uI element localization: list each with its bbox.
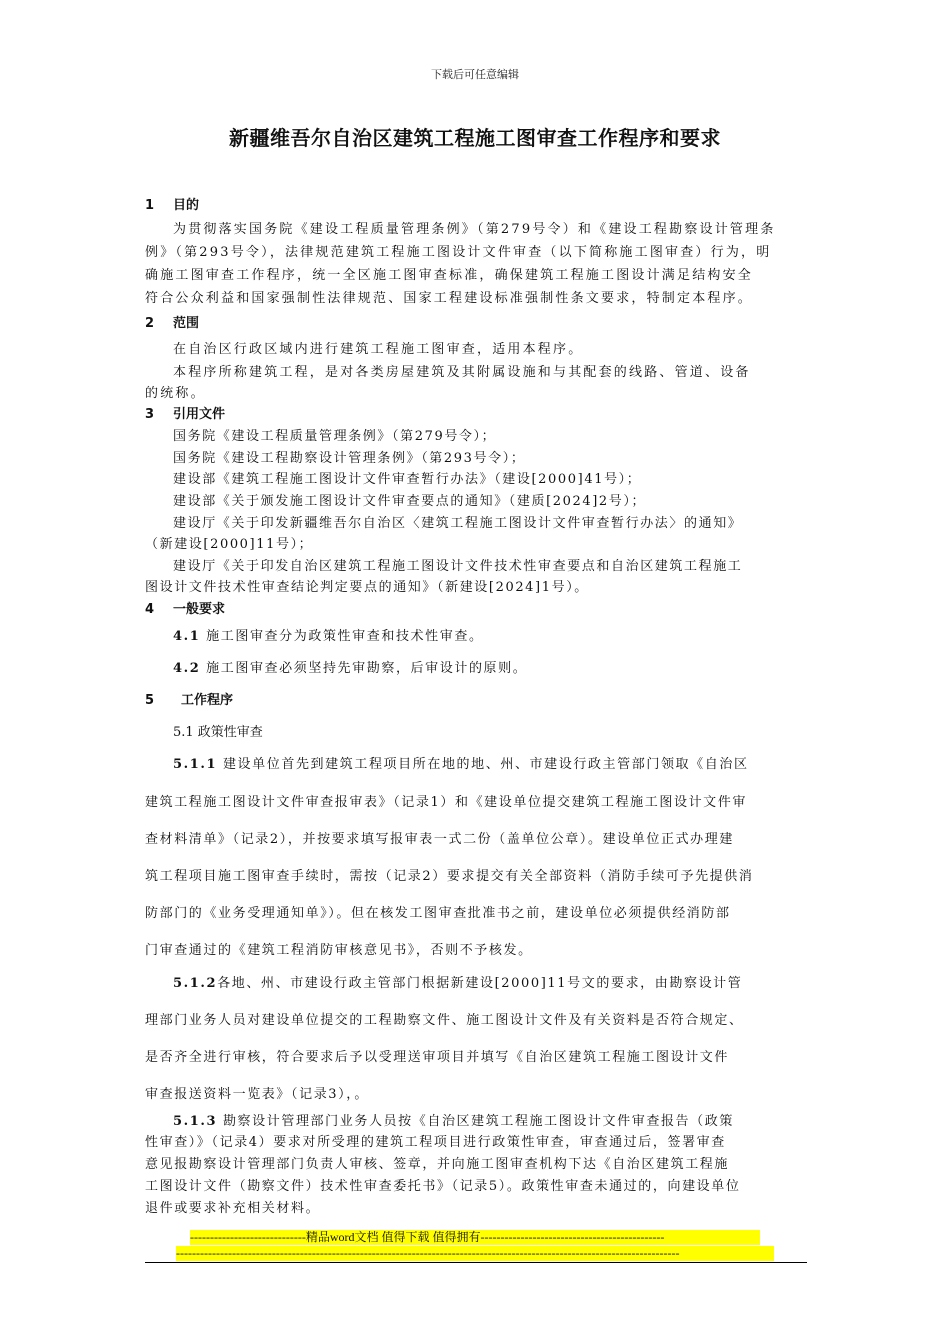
section-1-heading — [145, 194, 199, 213]
p513-line-3: 意见报勘察设计管理部门负责人审核、签章，并向施工图审查机构下达《自治区建筑工程施 — [145, 1157, 730, 1172]
s3-ref-2: 国务院《建设工程勘察设计管理条例》（第293号令）； — [173, 451, 526, 466]
section-3-heading — [145, 403, 225, 422]
section-number: 5 — [145, 693, 155, 708]
s1-line-4: 符合公众利益和国家强制性法律规范、国家工程建设标准强制性条文要求，特制定本程序。 — [145, 291, 754, 306]
section-2-heading — [145, 312, 199, 331]
section-number: 1 — [145, 198, 155, 213]
s3-ref-6: 建设厅《关于印发自治区建筑工程施工图设计文件技术性审查要点和自治区建筑工程施工 — [173, 559, 743, 574]
p512-line-2: 理部门业务人员对建设单位提交的工程勘察文件、施工图设计文件及有关资料是否符合规定、 — [145, 1013, 744, 1028]
p512-line-4: 审查报送资料一览表》（记录3），。 — [145, 1087, 369, 1102]
s3-ref-3: 建设部《建筑工程施工图设计文件审查暂行办法》（建设[2000]41号）； — [173, 472, 642, 487]
subsection-5-1: 5.1 政策性审查 — [173, 725, 263, 740]
item-4-1 — [173, 625, 484, 644]
section-title: 引用文件 — [173, 407, 226, 422]
s1-line-1: 为贯彻落实国务院《建设工程质量管理条例》（第279号令）和《建设工程勘察设计管理条 — [173, 222, 776, 237]
clause-text: 勘察设计管理部门业务人员按《自治区建筑工程施工图设计文件审查报告（政策 — [222, 1114, 734, 1129]
item-text: 施工图审查必须坚持先审勘察，后审设计的原则。 — [206, 661, 528, 676]
clause-text: 各地、州、市建设行政主管部门根据新建设[2000]11号文的要求，由勘察设计管 — [217, 976, 743, 991]
footer-divider — [145, 1262, 807, 1263]
p511-line-4: 筑工程项目施工图审查手续时，需按（记录2）要求提交有关全部资料（消防手续可予先提供消 — [145, 869, 754, 884]
item-number: 4.1 — [173, 629, 201, 644]
item-4-2 — [173, 657, 527, 676]
p511-line-2: 建筑工程施工图设计文件审查报审表》（记录1）和《建设单位提交建筑工程施工图设计文件审 — [145, 795, 747, 810]
section-number: 2 — [145, 316, 155, 331]
p511-line-6: 门审查通过的《建筑工程消防审核意见书》，否则不予核发。 — [145, 943, 533, 958]
section-title: 一般要求 — [173, 602, 226, 617]
s3-ref-6-cont: 图设计文件技术性审查结论判定要点的通知》（新建设[2024]1号）。 — [145, 580, 589, 595]
footer-banner-line-2: ------------------------------------------------------------------------------------------------------------------------------ — [176, 1246, 774, 1261]
s3-ref-5: 建设厅《关于印发新疆维吾尔自治区〈建筑工程施工图设计文件审查暂行办法〉的通知》 — [173, 516, 743, 531]
section-title: 范围 — [173, 316, 200, 331]
s3-ref-5-cont: （新建设[2000]11号）； — [145, 537, 314, 552]
s3-ref-4: 建设部《关于颁发施工图设计文件审查要点的通知》（建质[2024]2号）； — [173, 494, 647, 509]
p511-line-3: 查材料清单》（记录2），并按要求填写报审表一式二份（盖单位公章）。建设单位正式办理建 — [145, 832, 734, 847]
header-note: 下载后可任意编辑 — [431, 68, 519, 81]
p513-line-2: 性审查）》（记录4）要求对所受理的建筑工程项目进行政策性审查，审查通过后，签署审查 — [145, 1135, 726, 1150]
clause-number: 5.1.3 — [173, 1114, 218, 1129]
p512-line-1 — [173, 972, 742, 991]
section-title: 工作程序 — [181, 693, 234, 708]
s2-line-1: 在自治区行政区域内进行建筑工程施工图审查，适用本程序。 — [173, 342, 584, 357]
p513-line-4: 工图设计文件（勘察文件）技术性审查委托书》（记录5）。政策性审查未通过的，向建设单位 — [145, 1179, 741, 1194]
s3-ref-1: 国务院《建设工程质量管理条例》（第279号令）； — [173, 429, 497, 444]
p512-line-3: 是否齐全进行审核，符合要求后予以受理送审项目并填写《自治区建筑工程施工图设计文件 — [145, 1050, 730, 1065]
s1-line-3: 确施工图审查工作程序，统一全区施工图审查标准，确保建筑工程施工图设计满足结构安全 — [145, 268, 754, 283]
p513-line-5: 退件或要求补充相关材料。 — [145, 1201, 321, 1216]
clause-number: 5.1.1 — [173, 757, 218, 772]
s2-line-2: 本程序所称建筑工程，是对各类房屋建筑及其附属设施和与其配套的线路、管道、设备 — [173, 365, 751, 380]
section-4-heading — [145, 598, 225, 617]
section-title: 目的 — [173, 198, 200, 213]
section-number: 4 — [145, 602, 155, 617]
item-text: 施工图审查分为政策性审查和技术性审查。 — [206, 629, 484, 644]
s1-line-2: 例》（第293号令），法律规范建筑工程施工图设计文件审查（以下简称施工图审查）行为，明 — [145, 245, 772, 260]
clause-text: 建设单位首先到建筑工程项目所在地的地、州、市建设行政主管部门领取《自治区 — [222, 757, 749, 772]
footer-banner-line-1: -----------------------------精品word文档 值得下载 值得拥有---------------------------------------------- — [190, 1230, 760, 1245]
document-title: 新疆维吾尔自治区建筑工程施工图审查工作程序和要求 — [229, 126, 721, 150]
p513-line-1 — [173, 1110, 734, 1129]
section-5-heading — [145, 689, 233, 708]
p511-line-5: 防部门的《业务受理通知单》）。但在核发工图审查批准书之前，建设单位必须提供经消防部 — [145, 906, 731, 921]
p511-line-1 — [173, 753, 749, 772]
clause-number: 5.1.2 — [173, 976, 218, 991]
s2-line-3: 的统称。 — [145, 386, 206, 401]
section-number: 3 — [145, 407, 155, 422]
item-number: 4.2 — [173, 661, 201, 676]
